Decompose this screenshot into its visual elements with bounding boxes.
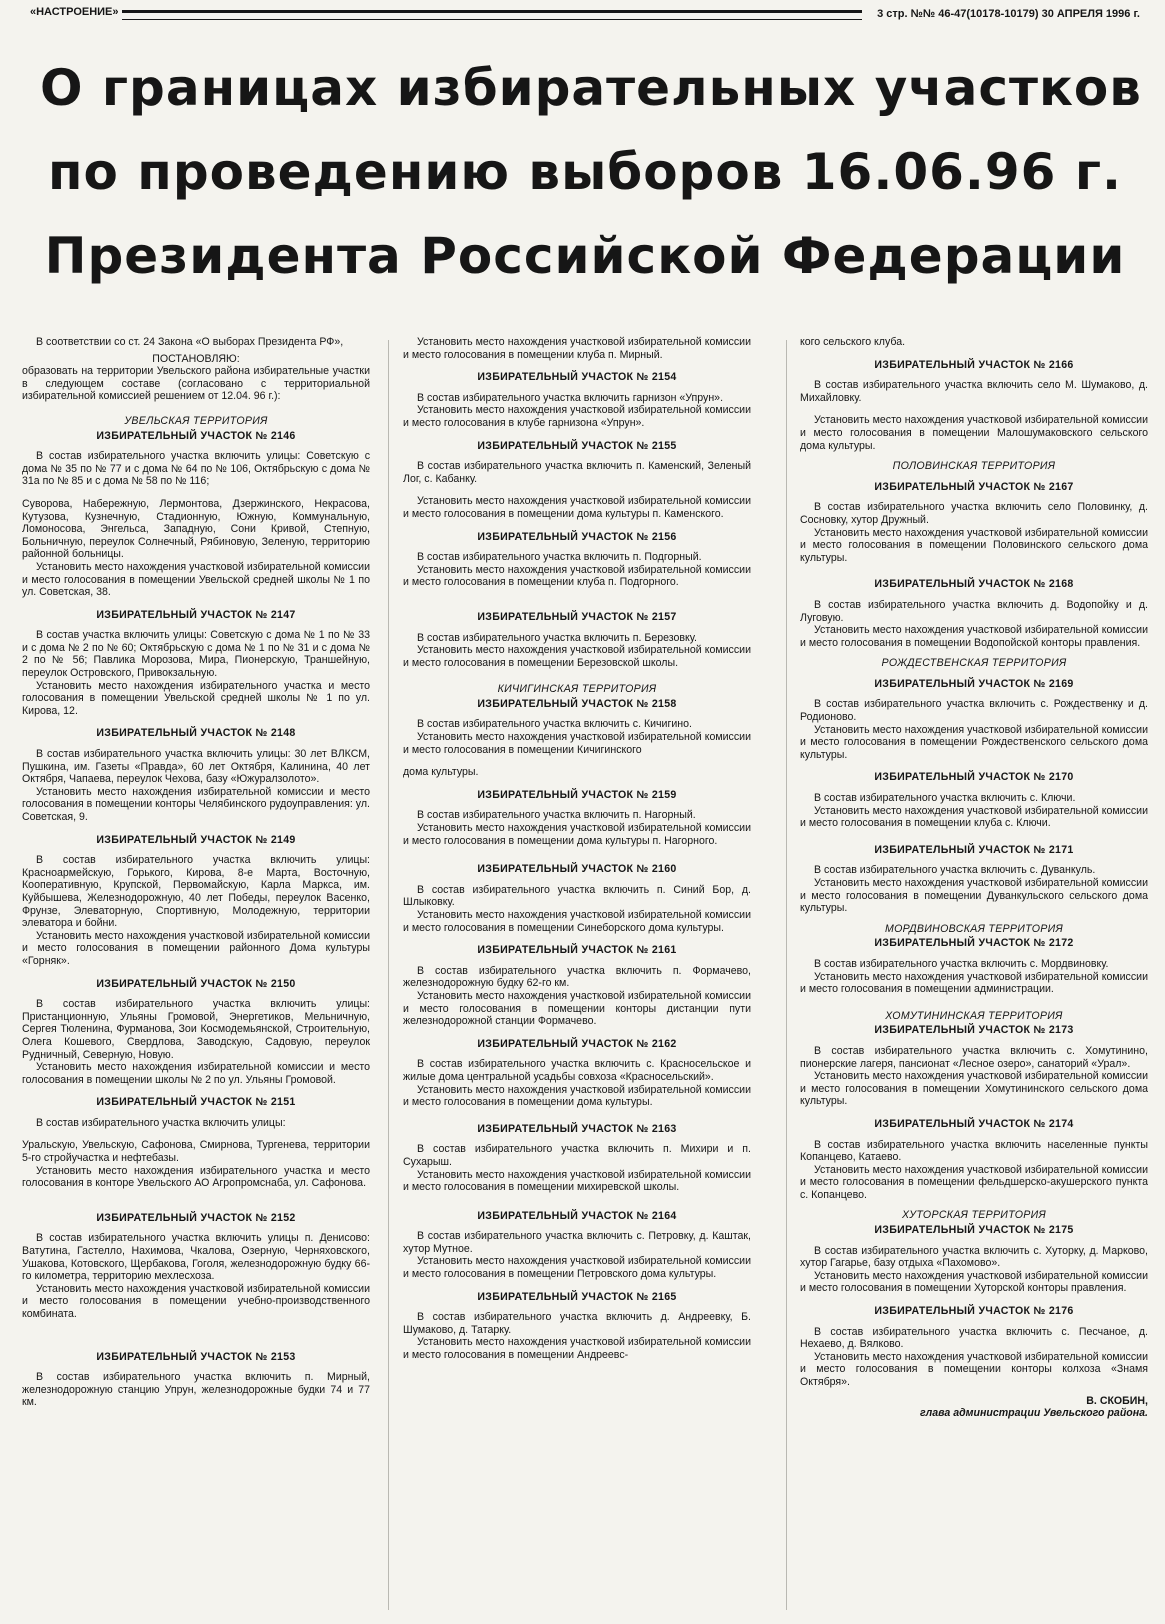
section-text: Установить место нахождения участковой избирательной комиссии и место голосования в помещении михиревской школы. [403,1168,751,1194]
section-text: Установить место нахождения участковой избирательной комиссии и место голосования в помещении Хомутининского сельского дома культуры. [800,1070,1148,1108]
section-title-2155: ИЗБИРАТЕЛЬНЫЙ УЧАСТОК № 2155 [477,439,677,452]
section-text: В состав избирательного участка включить улицы: 30 лет ВЛКСМ, Пушкина, им. Газеты «Правда», 60 лет Октября, Калинина, 40 лет Октября, Чапаева, переулок Чехова, базу «Южуралзолото». [22,748,370,786]
section-text: В состав избирательного участка включить с. Красносельское и жилые дома центральной усадьбы совхоза «Красносельский». [403,1058,751,1083]
column-divider [388,340,389,1610]
section-text: В состав избирательного участка включить населенные пункты Копанцево, Катаево. [800,1138,1148,1164]
section-text: В состав избирательного участка включить улицы п. Денисово: Ватутина, Гастелло, Нахимова, Чкалова, Озерную, Черняховского, Ушакова, Котовского, Щербакова, Гоголя, железнодорожную будку 66-го километра, территорию мехлесхоза. [22,1232,370,1283]
section-text: Суворова, Набережную, Лермонтова, Дзержинского, Некрасова, Кутузова, Кузнечную, Стадионную, Южную, Коммунальную, Ломоносова, Энгельса, Западную, Сони Кривой, Степную, Больничную, переулок Солнечный, Рябиновую, Зеленую, территорию районной больницы. [22,497,370,561]
section-text: В состав избирательного участка включить п. Формачево, железнодорожную будку 62-го км. [403,964,751,990]
section-text: В состав избирательного участка включить д. Андреевку, Б. Шумаково, д. Татарку. [403,1311,751,1336]
section-title-2170: ИЗБИРАТЕЛЬНЫЙ УЧАСТОК № 2170 [874,771,1074,784]
section-text: Установить место нахождения участковой избирательной комиссии и место голосования в помещении Синеборского дома культуры. [403,909,751,934]
section-title-2165: ИЗБИРАТЕЛЬНЫЙ УЧАСТОК № 2165 [477,1290,677,1303]
section-text: В состав избирательного участка включить гарнизон «Упрун». [417,391,724,404]
section-title-2163: ИЗБИРАТЕЛЬНЫЙ УЧАСТОК № 2163 [477,1122,677,1135]
territory-heading: ХУТОРСКАЯ ТЕРРИТОРИЯ [901,1209,1047,1222]
section-text: В состав избирательного участка включить с. Ключи. [814,792,1076,805]
section-text: Установить место нахождения участковой избирательной комиссии и место голосования в помещении дома культуры п. Нагорного. [403,822,751,847]
section-text: Установить место нахождения избирательного участка и место голосования в помещении Увельской средней школы № 1 по ул. Кирова, 12. [22,679,370,717]
section-text: Установить место нахождения участковой избирательной комиссии и место голосования в помещении Половинского сельского дома культуры. [800,526,1148,564]
section-text: В состав избирательного участка включить улицы: Пристанционную, Ульяны Громовой, Энергетиков, Мельничную, Сергея Тюленина, Фурманова, Зои Космодемьянской, Строительную, Олега Кошевого, Свердлова, Заводскую, Садовую, переулок Рудничный, Северную, Новую. [22,998,370,1061]
section-text: В состав избирательного участка включить п. Мирный, железнодорожную станцию Упрун, железнодорожные будки 74 и 77 км. [22,1371,370,1409]
section-title-2147: ИЗБИРАТЕЛЬНЫЙ УЧАСТОК № 2147 [96,608,296,621]
section-text: Уральскую, Увельскую, Сафонова, Смирнова, Тургенева, территории 5-го стройучастка и нефтебазы. [22,1139,370,1165]
section-text: Установить место нахождения участковой избирательной комиссии и место голосования в помещении Рождественского сельского дома культуры. [800,723,1148,761]
section-text: В состав избирательного участка включить село М. Шумаково, д. Михайловку. [800,379,1148,404]
section-title-2167: ИЗБИРАТЕЛЬНЫЙ УЧАСТОК № 2167 [874,480,1074,493]
territory-heading: ХОМУТИНИНСКАЯ ТЕРРИТОРИЯ [885,1009,1063,1022]
section-text: В состав избирательного участка включить п. Синий Бор, д. Шлыковку. [403,883,751,909]
section-title-2172: ИЗБИРАТЕЛЬНЫЙ УЧАСТОК № 2172 [874,937,1074,950]
section-title-2151: ИЗБИРАТЕЛЬНЫЙ УЧАСТОК № 2151 [96,1096,296,1109]
section-title-2159: ИЗБИРАТЕЛЬНЫЙ УЧАСТОК № 2159 [477,788,677,801]
section-text: В состав избирательного участка включить улицы: Советскую с дома № 35 по № 77 и с дома № 64 по № 106, Октябрьскую с дома № 31а по № 85 и с дома № 58 по № 116; [22,450,370,488]
column-3 [800,336,1148,1420]
headline [40,46,1142,298]
section-title-2176: ИЗБИРАТЕЛЬНЫЙ УЧАСТОК № 2176 [874,1305,1074,1318]
column-divider [786,340,787,1610]
section-text: кого сельского клуба. [800,336,906,348]
section-text: В состав избирательного участка включить п. Нагорный. [417,809,696,822]
headline-line-3: Президента Российской Федерации [44,227,1126,285]
section-title-2175: ИЗБИРАТЕЛЬНЫЙ УЧАСТОК № 2175 [874,1224,1074,1237]
section-text: В состав избирательного участка включить с. Песчаное, д. Нехаево, д. Вялково. [800,1325,1148,1351]
section-text: В состав избирательного участка включить улицы: [36,1116,286,1129]
section-text: Установить место нахождения избирательной комиссии и место голосования в помещении школы № 2 по ул. Ульяны Громовой. [22,1061,370,1086]
section-text: Установить место нахождения участковой избирательной комиссии и место голосования в помещении клуба п. Подгорного. [403,563,751,589]
section-text: Установить место нахождения участковой избирательной комиссии и место голосования в помещении фельдшерско-акушерского пункта с. Копанцево. [800,1163,1148,1201]
section-text: Установить место нахождения участковой избирательной комиссии и место голосования в помещении администрации. [800,970,1148,996]
section-text: дома культуры. [403,766,479,779]
column-1 [22,336,370,1409]
section-text: Установить место нахождения участковой избирательной комиссии и место голосования в помещении Малошумаковского сельского дома культуры. [800,414,1148,452]
section-text: Установить место нахождения участковой избирательной комиссии и место голосования в помещении Увельской средней школы № 1 по ул. Советская, 38. [22,560,370,599]
section-text: В состав избирательного участка включить село Половинку, д. Сосновку, хутор Дружный. [800,501,1148,526]
intro-text-2: образовать на территории Увельского района избирательные участки в следующем составе (согласовано с территориальной избирательной комиссией решением от 12.04. 96 г.): [22,365,370,403]
section-title-2166: ИЗБИРАТЕЛЬНЫЙ УЧАСТОК № 2166 [874,358,1074,371]
section-title-2152: ИЗБИРАТЕЛЬНЫЙ УЧАСТОК № 2152 [96,1211,296,1224]
section-text: В состав избирательного участка включить п. Михири и п. Сухарыш. [403,1143,751,1168]
signature-title: глава администрации Увельского района. [919,1407,1148,1420]
section-title-2168: ИЗБИРАТЕЛЬНЫЙ УЧАСТОК № 2168 [874,578,1074,591]
section-title-2146: ИЗБИРАТЕЛЬНЫЙ УЧАСТОК № 2146 [96,429,296,442]
territory-heading: КИЧИГИНСКАЯ ТЕРРИТОРИЯ [497,683,657,696]
section-text: Установить место нахождения участковой избирательной комиссии и место голосования в помещении клуба с. Ключи. [800,804,1148,830]
section-text: Установить место нахождения участковой избирательной комиссии и место голосования в помещении Дуванкульского сельского дома культуры. [800,877,1148,915]
section-title-2162: ИЗБИРАТЕЛЬНЫЙ УЧАСТОК № 2162 [477,1037,677,1050]
section-text: В состав избирательного участка включить с. Рождественку и д. Родионово. [800,698,1148,724]
section-text: Установить место нахождения участковой избирательной комиссии и место голосования в помещении районного Дома культуры «Горняк». [22,929,370,967]
masthead-rule [122,10,862,20]
section-title-2161: ИЗБИРАТЕЛЬНЫЙ УЧАСТОК № 2161 [477,944,677,957]
masthead [30,4,1140,24]
section-title-2158: ИЗБИРАТЕЛЬНЫЙ УЧАСТОК № 2158 [477,697,677,710]
section-title-2149: ИЗБИРАТЕЛЬНЫЙ УЧАСТОК № 2149 [96,833,296,846]
section-text: Установить место нахождения участковой избирательной комиссии и место голосования в помещении клуба п. Мирный. [403,336,751,361]
section-title-2174: ИЗБИРАТЕЛЬНЫЙ УЧАСТОК № 2174 [874,1117,1074,1130]
signature-name: В. СКОБИН, [1086,1394,1148,1407]
section-text: Установить место нахождения участковой избирательной комиссии и место голосования в помещении Кичигинского [403,731,751,756]
column-2 [403,336,751,1362]
section-text: Установить место нахождения участковой избирательной комиссии и место голосования в помещении дома культуры п. Каменского. [403,495,751,520]
section-title-2154: ИЗБИРАТЕЛЬНЫЙ УЧАСТОК № 2154 [477,371,677,384]
section-title-2160: ИЗБИРАТЕЛЬНЫЙ УЧАСТОК № 2160 [477,863,677,876]
section-title-2169: ИЗБИРАТЕЛЬНЫЙ УЧАСТОК № 2169 [874,677,1074,690]
issue-info: 3 стр. №№ 46-47(10178-10179) 30 АПРЕЛЯ 1996 г. [877,8,1140,20]
section-title-2164: ИЗБИРАТЕЛЬНЫЙ УЧАСТОК № 2164 [477,1209,677,1222]
section-text: В состав избирательного участка включить с. Хуторку, д. Марково, хутор Гагарье, базу отдыха «Пахомово». [800,1244,1148,1270]
decree-word: ПОСТАНОВЛЯЮ: [152,352,240,365]
section-text: В состав избирательного участка включить с. Мордвиновку. [814,957,1109,970]
intro-text: В соответствии со ст. 24 Закона «О выборах Президента РФ», [36,336,344,348]
section-text: Установить место нахождения участковой избирательной комиссии и место голосования в помещении Андреевс- [403,1336,751,1362]
section-text: В состав избирательного участка включить улицы: Красноармейскую, Горького, Кирова, 8-е Марта, Восточную, Кооперативную, Крупской, Первомайскую, Карла Маркса, им. Куйбышева, Железнодорожную, 40 лет Победы, переулок Васенко, Фрунзе, Элеваторную, Спортивную, Молодежную, территории элеватора и бойни. [22,854,370,930]
territory-heading: ПОЛОВИНСКАЯ ТЕРРИТОРИЯ [892,460,1056,473]
section-text: В состав избирательного участка включить с. Хомутинино, пионерские лагеря, пансионат «Лесное озеро», санаторий «Урал». [800,1044,1148,1070]
territory-heading: МОРДВИНОВСКАЯ ТЕРРИТОРИЯ [884,922,1064,935]
section-text: Установить место нахождения участковой избирательной комиссии и место голосования в помещении Березовской школы. [403,644,751,669]
section-text: Установить место нахождения избирательной комиссии и место голосования в помещении конторы Челябинского рудоуправления: ул. Советская, 9. [22,785,370,823]
section-text: Установить место нахождения участковой избирательной комиссии и место голосования в помещении Хуторской конторы правления. [800,1269,1148,1295]
section-title-2150: ИЗБИРАТЕЛЬНЫЙ УЧАСТОК № 2150 [96,977,296,990]
section-title-2156: ИЗБИРАТЕЛЬНЫЙ УЧАСТОК № 2156 [477,530,677,543]
section-text: В состав избирательного участка включить д. Водопойку и д. Луговую. [800,598,1148,624]
section-text: В состав избирательного участка включить с. Кичигино. [417,718,692,731]
section-text: Установить место нахождения участковой избирательной комиссии и место голосования в помещении учебно-производственного комбината. [22,1282,370,1320]
territory-heading: УВЕЛЬСКАЯ ТЕРРИТОРИЯ [124,414,268,427]
newspaper-name: «НАСТРОЕНИЕ» [30,6,119,18]
section-text: В состав избирательного участка включить п. Подгорный. [417,551,702,564]
section-title-2171: ИЗБИРАТЕЛЬНЫЙ УЧАСТОК № 2171 [874,843,1074,856]
headline-line-1: О границах избирательных участков [40,59,1142,117]
section-title-2148: ИЗБИРАТЕЛЬНЫЙ УЧАСТОК № 2148 [96,727,296,740]
section-text: Установить место нахождения участковой избирательной комиссии и место голосования в помещении Петровского дома культуры. [403,1255,751,1281]
territory-heading: РОЖДЕСТВЕНСКАЯ ТЕРРИТОРИЯ [881,657,1067,670]
section-title-2157: ИЗБИРАТЕЛЬНЫЙ УЧАСТОК № 2157 [477,610,677,623]
section-text: Установить место нахождения участковой избирательной комиссии и место голосования в помещении Водопойской конторы правления. [800,624,1148,649]
section-text: В состав участка включить улицы: Советскую с дома № 1 по № 33 и с дома № 2 по № 60; Октябрьскую с дома № 1 по № 31 и с дома № 2 по № 56; Павлика Морозова, Мира, Пионерскую, Траншейную, переулок Островского, Привокзальную. [22,629,370,680]
section-text: В состав избирательного участка включить п. Березовку. [417,631,697,644]
section-title-2153: ИЗБИРАТЕЛЬНЫЙ УЧАСТОК № 2153 [96,1350,296,1363]
section-title-2173: ИЗБИРАТЕЛЬНЫЙ УЧАСТОК № 2173 [874,1024,1074,1037]
section-text: Установить место нахождения участковой избирательной комиссии и место голосования в помещении конторы колхоза «Знамя Октября». [800,1350,1148,1388]
headline-line-2: по проведению выборов 16.06.96 г. [48,143,1122,201]
section-text: Установить место нахождения участковой избирательной комиссии и место голосования в помещении конторы дистанции пути железнодорожной станции Формачево. [403,989,751,1028]
section-text: Установить место нахождения участковой избирательной комиссии и место голосования в клубе гарнизона «Упрун». [403,404,751,429]
section-text: Установить место нахождения избирательного участка и место голосования в конторе Увельского АО Агропромснаба, ул. Сафонова. [22,1164,370,1190]
section-text: В состав избирательного участка включить с. Дуванкуль. [814,864,1096,877]
section-text: В состав избирательного участка включить п. Каменский, Зеленый Лог, с. Кабанку. [403,460,751,485]
section-text: Установить место нахождения участковой избирательной комиссии и место голосования в помещении дома культуры. [403,1083,751,1109]
section-text: В состав избирательного участка включить с. Петровку, д. Каштак, хутор Мутное. [403,1230,751,1255]
